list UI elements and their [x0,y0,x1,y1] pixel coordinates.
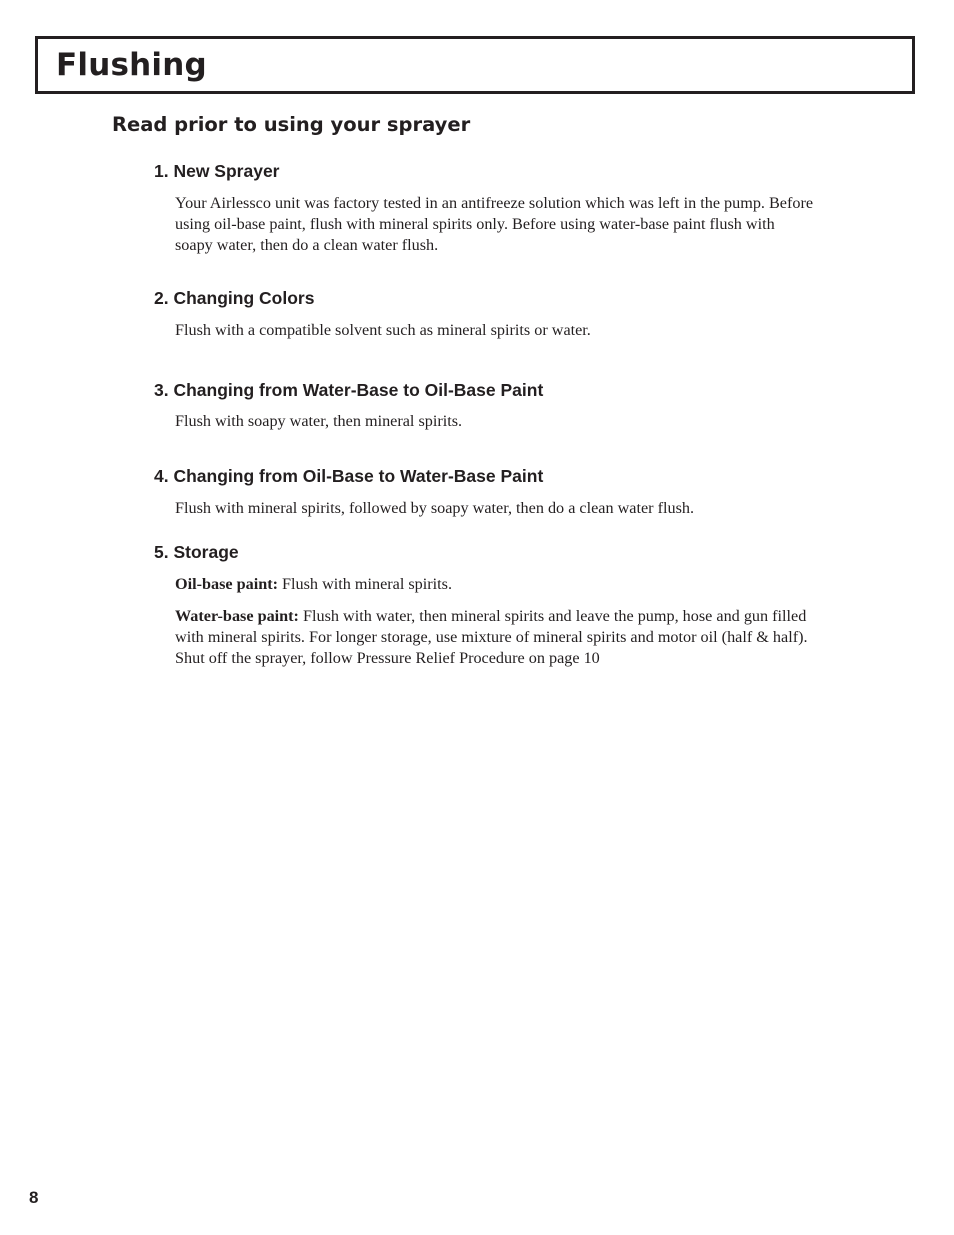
text-oil-to-water: Flush with mineral spirits, followed by soapy water, then do a clean water flush. [175,499,695,517]
value-water-base: Flush with water, then mineral spirits and leave the pump, hose and gun filled with mineral spirits. For longer storage, use mixture of mineral spirits and motor oil (half & half). Shut off the sprayer, follow Pressure Relief Procedure on page 10 [175,607,808,667]
text-storage-oil [175,574,815,595]
value-oil-base: Flush with mineral spirits. [277,575,452,593]
label-water-base: Water-base paint: [175,607,299,625]
heading-storage: 5. Storage [154,542,239,562]
text-water-to-oil: Flush with soapy water, then mineral spirits. [175,412,463,430]
section-subtitle: Read prior to using your sprayer [112,113,471,136]
heading-oil-to-water: 4. Changing from Oil-Base to Water-Base Paint [154,466,544,486]
text-new-sprayer: Your Airlessco unit was factory tested in an antifreeze solution which was left in the pump. Before using oil-base paint, flush with mineral spirits only. Before using water-base paint flush with soapy water, then do a clean water flush. [175,194,814,254]
label-oil-base: Oil-base paint: [175,575,278,593]
heading-water-to-oil: 3. Changing from Water-Base to Oil-Base Paint [154,380,544,400]
title-banner [35,36,915,94]
text-changing-colors: Flush with a compatible solvent such as mineral spirits or water. [175,321,591,339]
heading-new-sprayer: 1. New Sprayer [154,161,280,181]
page-number: 8 [29,1188,39,1207]
heading-changing-colors: 2. Changing Colors [154,288,315,308]
text-storage-water [175,606,815,668]
page-title: Flushing [56,47,207,83]
